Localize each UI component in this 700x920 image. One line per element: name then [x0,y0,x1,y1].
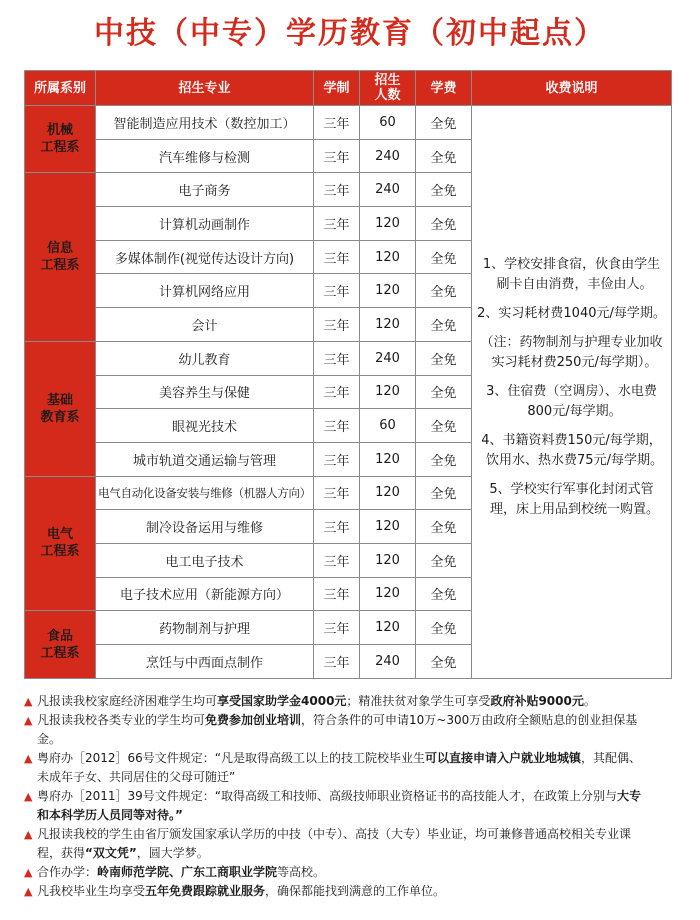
count-cell: 120 [360,207,416,241]
count-cell: 120 [360,375,416,409]
duration-cell: 三年 [314,476,360,510]
duration-cell: 三年 [314,308,360,342]
note-4: 4、书籍资料费150元/每学期， 饮用水、热水费75元/每学期。 [481,432,663,468]
fee-cell: 全免 [416,106,472,140]
duration-cell: 三年 [314,274,360,308]
major-cell: 汽车维修与检测 [96,139,314,173]
count-cell: 60 [360,106,416,140]
count-cell: 240 [360,139,416,173]
fee-cell: 全免 [416,645,472,679]
dept-cell [25,106,96,173]
dept-line2: 工程系 [40,544,80,560]
policy-line: ▲ 凡我校毕业生均享受五年免费跟踪就业服务，确保都能找到满意的工作单位。 [24,882,676,901]
header-count-line2: 人数 [374,88,401,103]
duration-cell: 三年 [314,510,360,544]
count-cell: 120 [360,510,416,544]
header-count [360,71,416,106]
major-cell: 多媒体制作(视觉传达设计方向) [96,240,314,274]
fee-cell: 全免 [416,139,472,173]
duration-cell: 三年 [314,442,360,476]
policy-line: ▲ 凡报读我校各类专业的学生均可免费参加创业培训，符合条件的可申请10万~300万由政府全额贴息的创业担保基 金。 [24,713,638,746]
duration-cell: 三年 [314,341,360,375]
duration-cell: 三年 [314,106,360,140]
dept-cell [25,611,96,678]
dept-line2: 工程系 [40,645,80,661]
duration-cell: 三年 [314,173,360,207]
major-cell: 计算机网络应用 [96,274,314,308]
fee-cell: 全免 [416,577,472,611]
header-notes: 收费说明 [472,71,672,106]
triangle-bullet-icon: ▲ [24,752,33,765]
header-fee: 学费 [416,71,472,106]
note-3: 3、住宿费（空调房）、水电费 800元/每学期。 [486,383,657,419]
duration-cell: 三年 [314,577,360,611]
triangle-bullet-icon: ▲ [24,790,33,803]
triangle-bullet-icon: ▲ [24,695,33,708]
policy-line: ▲ 凡报读我校的学生由省厅颁发国家承认学历的中技（中专）、高技（大专）毕业证，均可兼修普通高校相关专业课 程，获得“双文凭”，圆大学梦。 [24,827,632,860]
dept-line1: 信息 [46,241,73,257]
table-header-row [25,71,672,106]
major-cell: 烹饪与中西面点制作 [96,645,314,679]
count-cell: 120 [360,611,416,645]
major-cell: 计算机动画制作 [96,207,314,241]
header-count-line1: 招生 [374,73,401,88]
count-cell: 60 [360,409,416,443]
fee-cell: 全免 [416,476,472,510]
dept-line1: 电气 [46,527,73,543]
note-2: 2、实习耗材费1040元/每学期。 [477,305,666,321]
duration-cell: 三年 [314,240,360,274]
dept-line2: 工程系 [40,258,80,274]
duration-cell: 三年 [314,409,360,443]
triangle-bullet-icon: ▲ [24,714,33,727]
header-dept: 所属系别 [25,71,96,106]
count-cell: 120 [360,577,416,611]
dept-cell [25,476,96,611]
fee-cell: 全免 [416,375,472,409]
count-cell: 240 [360,645,416,679]
duration-cell: 三年 [314,139,360,173]
major-cell: 电气自动化设备安装与维修（机器人方向） [96,476,314,510]
major-cell: 会计 [96,308,314,342]
fee-cell: 全免 [416,510,472,544]
major-cell: 城市轨道交通运输与管理 [96,442,314,476]
fee-cell: 全免 [416,274,472,308]
count-cell: 120 [360,274,416,308]
duration-cell: 三年 [314,645,360,679]
policy-line: ▲ 粤府办［2011］39号文件规定：“取得高级工和技师、高级技师职业资格证书的高技能人才，在政策上分别与大专 和本科学历人员同等对待。” [24,789,642,822]
table-row [25,106,672,140]
count-cell: 240 [360,173,416,207]
policy-notes [24,692,676,901]
major-cell: 药物制剂与护理 [96,611,314,645]
note-1: 1、学校安排食宿，伙食由学生 刷卡自由消费，丰俭由人。 [482,256,661,292]
fee-cell: 全免 [416,442,472,476]
fee-cell: 全免 [416,341,472,375]
major-cell: 美容养生与保健 [96,375,314,409]
dept-line2: 教育系 [40,409,80,425]
fee-notes [472,106,672,679]
duration-cell: 三年 [314,375,360,409]
fee-cell: 全免 [416,611,472,645]
duration-cell: 三年 [314,543,360,577]
fee-cell: 全免 [416,207,472,241]
fee-cell: 全免 [416,409,472,443]
major-cell: 智能制造应用技术（数控加工） [96,106,314,140]
dept-line2: 工程系 [40,140,80,156]
dept-line1: 机械 [46,123,73,139]
dept-line1: 基础 [46,392,73,408]
dept-cell [25,173,96,341]
count-cell: 120 [360,543,416,577]
fee-cell: 全免 [416,240,472,274]
note-2-remark: （注：药物制剂与护理专业加收 实习耗材费250元/每学期）。 [480,334,663,370]
policy-line: ▲ 合作办学：岭南师范学院、广东工商职业学院等高校。 [24,863,676,882]
page-title: 中技（中专）学历教育（初中起点） [94,16,606,51]
count-cell: 120 [360,240,416,274]
count-cell: 120 [360,442,416,476]
policy-line: ▲ 粤府办［2012］66号文件规定：“凡是取得高级工以上的技工院校毕业生可以直接申请入户就业地城镇，其配偶、 未成年子女、共同居住的父母可随迁” [24,751,642,784]
major-cell: 电工电子技术 [96,543,314,577]
major-cell: 电子商务 [96,173,314,207]
enrollment-table [24,70,672,679]
triangle-bullet-icon: ▲ [24,866,33,879]
duration-cell: 三年 [314,207,360,241]
fee-cell: 全免 [416,308,472,342]
dept-line1: 食品 [46,628,73,644]
dept-cell [25,341,96,476]
duration-cell: 三年 [314,611,360,645]
major-cell: 电子技术应用（新能源方向） [96,577,314,611]
note-5: 5、学校实行军事化封闭式管 理，床上用品到校统一购置。 [489,481,659,517]
triangle-bullet-icon: ▲ [24,828,33,841]
major-cell: 眼视光技术 [96,409,314,443]
policy-line: ▲ 凡报读我校家庭经济困难学生均可享受国家助学金4000元；精准扶贫对象学生可享受政府补贴9000元。 [24,692,676,711]
major-cell: 幼儿教育 [96,341,314,375]
header-major: 招生专业 [96,71,314,106]
count-cell: 120 [360,308,416,342]
fee-cell: 全免 [416,173,472,207]
header-duration: 学制 [314,71,360,106]
count-cell: 240 [360,341,416,375]
count-cell: 120 [360,476,416,510]
triangle-bullet-icon: ▲ [24,885,33,898]
fee-cell: 全免 [416,543,472,577]
major-cell: 制冷设备运用与维修 [96,510,314,544]
